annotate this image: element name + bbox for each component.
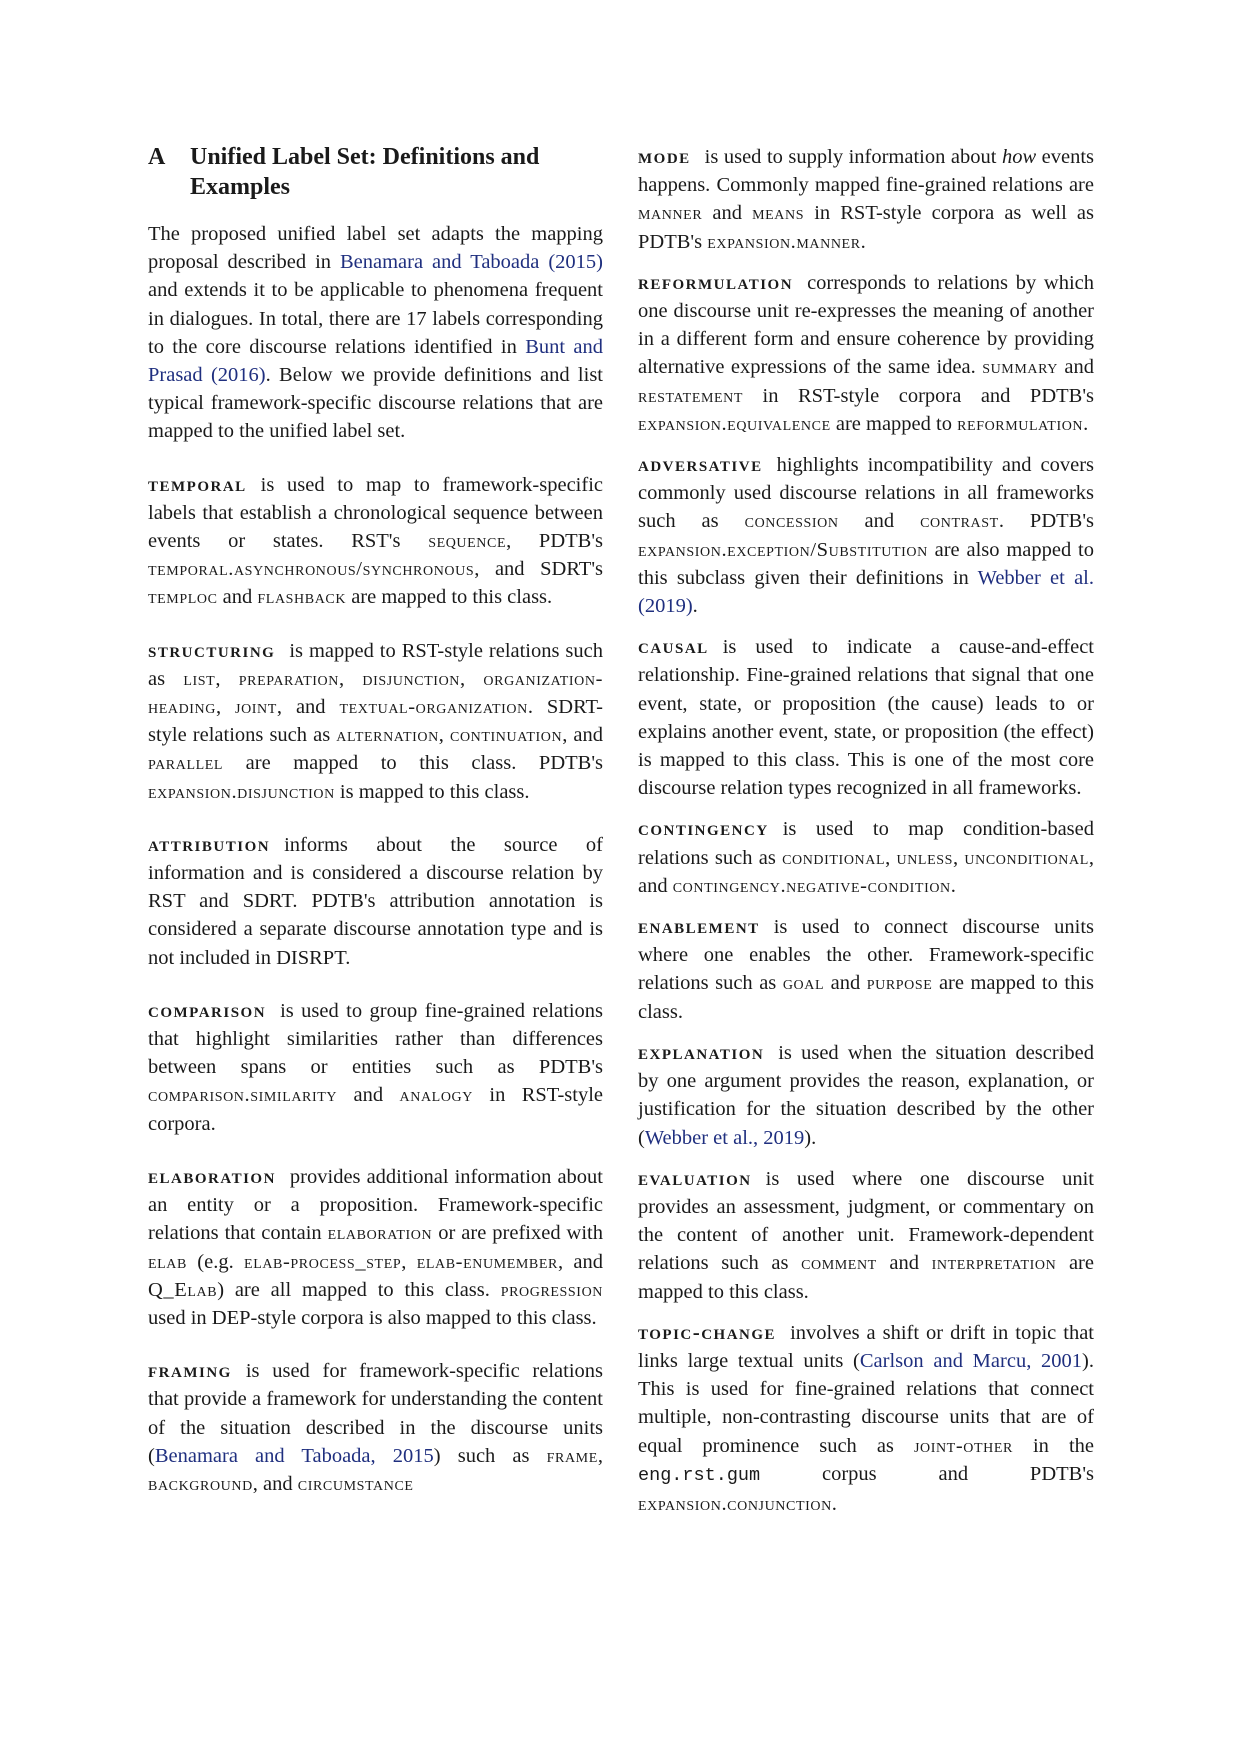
text: used in DEP-style corpora is also mapped to this class.	[148, 1306, 597, 1329]
relation-name: summary	[982, 356, 1058, 379]
relation-name: concession	[744, 510, 839, 533]
citation-link[interactable]: Benamara and Taboada	[339, 251, 540, 274]
relation-name: comparison.similarity	[148, 1084, 338, 1107]
structuring-definition	[148, 636, 603, 806]
relation-name: preparation	[238, 667, 339, 690]
relation-name: flashback	[257, 586, 347, 609]
text: and	[702, 202, 753, 225]
label-term: framing	[148, 1358, 232, 1383]
text: and	[337, 1084, 400, 1107]
text: in RST-style corpora.	[148, 1084, 603, 1135]
relation-name: contrast	[920, 510, 999, 533]
relation-name: reformulation	[957, 412, 1084, 435]
text: is mapped to RST-style relations such as	[148, 639, 603, 690]
text: .	[831, 1492, 837, 1515]
relation-name: elab	[148, 1250, 187, 1273]
label-term: evaluation	[638, 1165, 752, 1190]
text: .	[950, 874, 956, 897]
section-number: A	[148, 144, 166, 170]
text: in the	[1012, 1434, 1094, 1457]
label-term: topic-change	[638, 1319, 777, 1344]
relation-name: textual-organization	[339, 696, 528, 719]
relation-name: temporal.asynchronous/synchronous	[148, 558, 475, 581]
text: is used where one discourse unit provides an assessment, judgment, or commentary on the content of another unit. Framework-dependent relations such as	[638, 1167, 1094, 1275]
citation-link[interactable]: Carlson and Marcu, 2001	[859, 1349, 1083, 1372]
relation-name: means	[752, 202, 805, 225]
relation-name: parallel	[148, 752, 224, 775]
relation-name: contingency.negative-condition	[672, 874, 951, 897]
text: and	[876, 1252, 932, 1275]
text: .	[692, 595, 698, 618]
relation-name: circumstance	[297, 1472, 414, 1495]
text: ) are all mapped to this class.	[217, 1278, 501, 1301]
elaboration-definition	[148, 1162, 603, 1332]
text: . SDRT-style relations such as	[148, 696, 603, 747]
text: and	[1057, 356, 1094, 379]
text: ,	[338, 667, 363, 690]
label-term: attribution	[148, 831, 271, 856]
relation-name: conditional	[782, 846, 886, 869]
text: ,	[215, 696, 236, 719]
label-term: comparison	[148, 997, 267, 1022]
relation-name: disjunction	[362, 667, 460, 690]
label-term: reformulation	[638, 269, 794, 294]
relation-name: frame	[546, 1444, 598, 1467]
text: , and	[557, 1250, 603, 1273]
relation-name: joint	[235, 696, 277, 719]
text: is used to supply information about	[704, 146, 1002, 168]
text: is used to map condition-based relations such as	[638, 818, 1094, 869]
relation-name: restatement	[638, 384, 744, 407]
relation-name: analogy	[399, 1084, 473, 1107]
evaluation-definition	[638, 1164, 1094, 1306]
label-term: elaboration	[148, 1163, 276, 1188]
relation-name: interpretation	[931, 1252, 1057, 1275]
relation-name: elab-enumember	[416, 1250, 558, 1273]
mode-definition	[638, 142, 1094, 256]
text: or are prefixed with	[432, 1222, 603, 1245]
left-column	[148, 142, 603, 1522]
text: in RST-style corpora and PDTB's	[743, 384, 1094, 407]
text: , PDTB's	[506, 530, 604, 553]
label-term: explanation	[638, 1039, 765, 1064]
text: and	[838, 510, 921, 533]
reformulation-definition	[638, 268, 1094, 438]
corpus-name: eng.rst.gum	[638, 1464, 761, 1486]
text: corpus and PDTB's	[760, 1462, 1094, 1485]
relation-name: alternation	[336, 724, 439, 747]
relation-name: manner	[638, 202, 703, 225]
text: ,	[460, 667, 484, 690]
text: .	[1083, 412, 1089, 435]
text: ,	[215, 667, 239, 690]
label-term: enablement	[638, 914, 760, 939]
text: and	[217, 586, 258, 609]
relation-name: continuation	[450, 724, 563, 747]
text: is used to indicate a cause-and-effect relationship. Fine-grained relations that signal that one event, state, or proposition (the cause) leads to or explains another event, state, or proposition (the effect) is mapped to this class. This is one of the most core discourse relation types recognized in all frameworks.	[638, 636, 1094, 800]
text: is used for framework-specific relations that provide a framework for understanding the content of the situation described in the discourse units (	[148, 1360, 603, 1467]
relation-name: progression	[500, 1278, 603, 1301]
enablement-definition	[638, 912, 1094, 1026]
label-term: contingency	[638, 816, 769, 841]
text: are mapped to this class.	[638, 972, 1094, 1023]
label-term: structuring	[148, 637, 276, 662]
emphasis: how	[1001, 146, 1037, 168]
relation-name: unless	[896, 846, 954, 869]
text: highlights incompatibility and covers commonly used discourse relations in all frameworks such as	[638, 454, 1094, 533]
causal-definition	[638, 632, 1094, 802]
text: informs about the source of information and is considered a discourse relation by RST and SDRT. PDTB's attribution annotation is considered a separate discourse annotation type and is not included in DISRPT.	[148, 833, 603, 969]
citation-link[interactable]: Bunt and Prasad	[148, 335, 603, 387]
text: ,	[438, 724, 450, 747]
relation-name: temploc	[148, 586, 218, 609]
citation-link[interactable]: (2016)	[210, 364, 266, 387]
text	[539, 251, 548, 273]
text: , and	[276, 696, 340, 719]
adversative-definition	[638, 450, 1094, 620]
relation-name: expansion.conjunction	[638, 1492, 832, 1515]
text: , and	[562, 724, 603, 747]
citation-link[interactable]: Webber et al., 2019	[644, 1126, 805, 1149]
relation-name: Q_Elab	[148, 1278, 218, 1301]
text: is used when the situation described by one argument provides the reason, explanation, or justification for the situation described by the other (	[638, 1041, 1094, 1149]
text: .	[860, 230, 866, 253]
text: , and SDRT's	[474, 558, 603, 581]
temporal-definition	[148, 470, 603, 612]
text: are mapped to this class.	[346, 586, 553, 609]
text: ).	[804, 1126, 817, 1149]
text: (e.g.	[186, 1250, 245, 1273]
citation-link[interactable]: Benamara and Taboada, 2015	[154, 1444, 434, 1467]
relation-name: organization-heading	[148, 667, 604, 719]
text: are also mapped to this subclass given their definitions in	[638, 538, 1094, 589]
text: is mapped to this class.	[334, 780, 530, 803]
label-term: temporal	[148, 471, 247, 496]
text: ). This is used for fine-grained relations that connect multiple, non-contrasting discourse units that are of equal prominence such as	[638, 1349, 1094, 1457]
text: and	[824, 972, 867, 995]
text	[203, 364, 211, 386]
relation-name: expansion.manner	[707, 230, 861, 253]
relation-name: list	[183, 667, 216, 690]
relation-name: elaboration	[327, 1222, 433, 1245]
text: in RST-style corpora as well as PDTB's	[638, 202, 1094, 253]
text: The proposed unified label set adapts the mapping proposal described in	[148, 223, 603, 274]
relation-name: expansion.disjunction	[148, 780, 335, 803]
right-column	[638, 142, 1094, 1530]
text: and extends it to be applicable to phenomena frequent in dialogues. In total, there are 17 labels corresponding to the core discourse relations identified in	[148, 279, 603, 358]
relation-name: comment	[801, 1252, 877, 1275]
text: are mapped to this class. PDTB's	[223, 752, 603, 775]
text: corresponds to relations by which one discourse unit re-expresses the meaning of another in a different form and ensure coherence by providing alternative expressions of the same idea.	[638, 271, 1094, 379]
relation-name: sequence	[428, 530, 507, 553]
text: are mapped to this class.	[638, 1252, 1094, 1303]
text: ,	[953, 846, 965, 869]
text: ) such as	[433, 1444, 547, 1467]
text: are mapped to	[830, 412, 958, 435]
relation-name: unconditional	[964, 846, 1089, 869]
text: is used to map to framework-specific labels that establish a chronological sequence between events or states. RST's	[148, 473, 603, 553]
relation-name: expansion.exception/Substitution	[638, 538, 928, 561]
label-term: causal	[638, 634, 709, 659]
section-title: Unified Label Set: Definitions and Examples	[190, 144, 540, 200]
text: ,	[597, 1444, 603, 1467]
text: . Below we provide definitions and list typical framework-specific discourse relations that are mapped to the unified label set.	[148, 364, 603, 443]
relation-name: goal	[782, 972, 825, 995]
text: ,	[401, 1250, 417, 1273]
citation-link[interactable]: (2015)	[548, 251, 603, 274]
relation-name: expansion.equivalence	[638, 412, 831, 435]
relation-name: purpose	[866, 972, 933, 995]
relation-name: background	[148, 1472, 253, 1495]
section-heading	[148, 142, 603, 202]
citation-link[interactable]: Webber et al.	[977, 566, 1094, 589]
text: is used to group fine-grained relations that highlight similarities rather than differences between spans or entities such as PDTB's	[148, 999, 603, 1079]
attribution-definition	[148, 830, 603, 972]
comparison-definition	[148, 996, 603, 1138]
citation-link[interactable]: (2019)	[638, 595, 693, 618]
text: is used to connect discourse units where one enables the other. Framework-specific relations such as	[638, 916, 1094, 995]
text: involves a shift or drift in topic that links large textual units (	[638, 1321, 1094, 1372]
explanation-definition	[638, 1038, 1094, 1152]
text: , and	[638, 846, 1094, 897]
topic-change-definition	[638, 1318, 1094, 1518]
label-term: adversative	[638, 452, 763, 477]
text: provides additional information about an entity or a proposition. Framework-specific relations that contain	[148, 1165, 603, 1245]
relation-name: joint-other	[913, 1434, 1013, 1457]
relation-name: elab-process_step	[244, 1250, 402, 1273]
text: . PDTB's	[998, 510, 1094, 533]
framing-definition	[148, 1356, 603, 1498]
contingency-definition	[638, 814, 1094, 900]
text: events happens. Commonly mapped fine-grained relations are	[638, 146, 1095, 197]
intro-paragraph	[148, 220, 603, 446]
text: ,	[885, 846, 897, 869]
text: , and	[252, 1472, 298, 1495]
label-term: mode	[638, 144, 691, 168]
